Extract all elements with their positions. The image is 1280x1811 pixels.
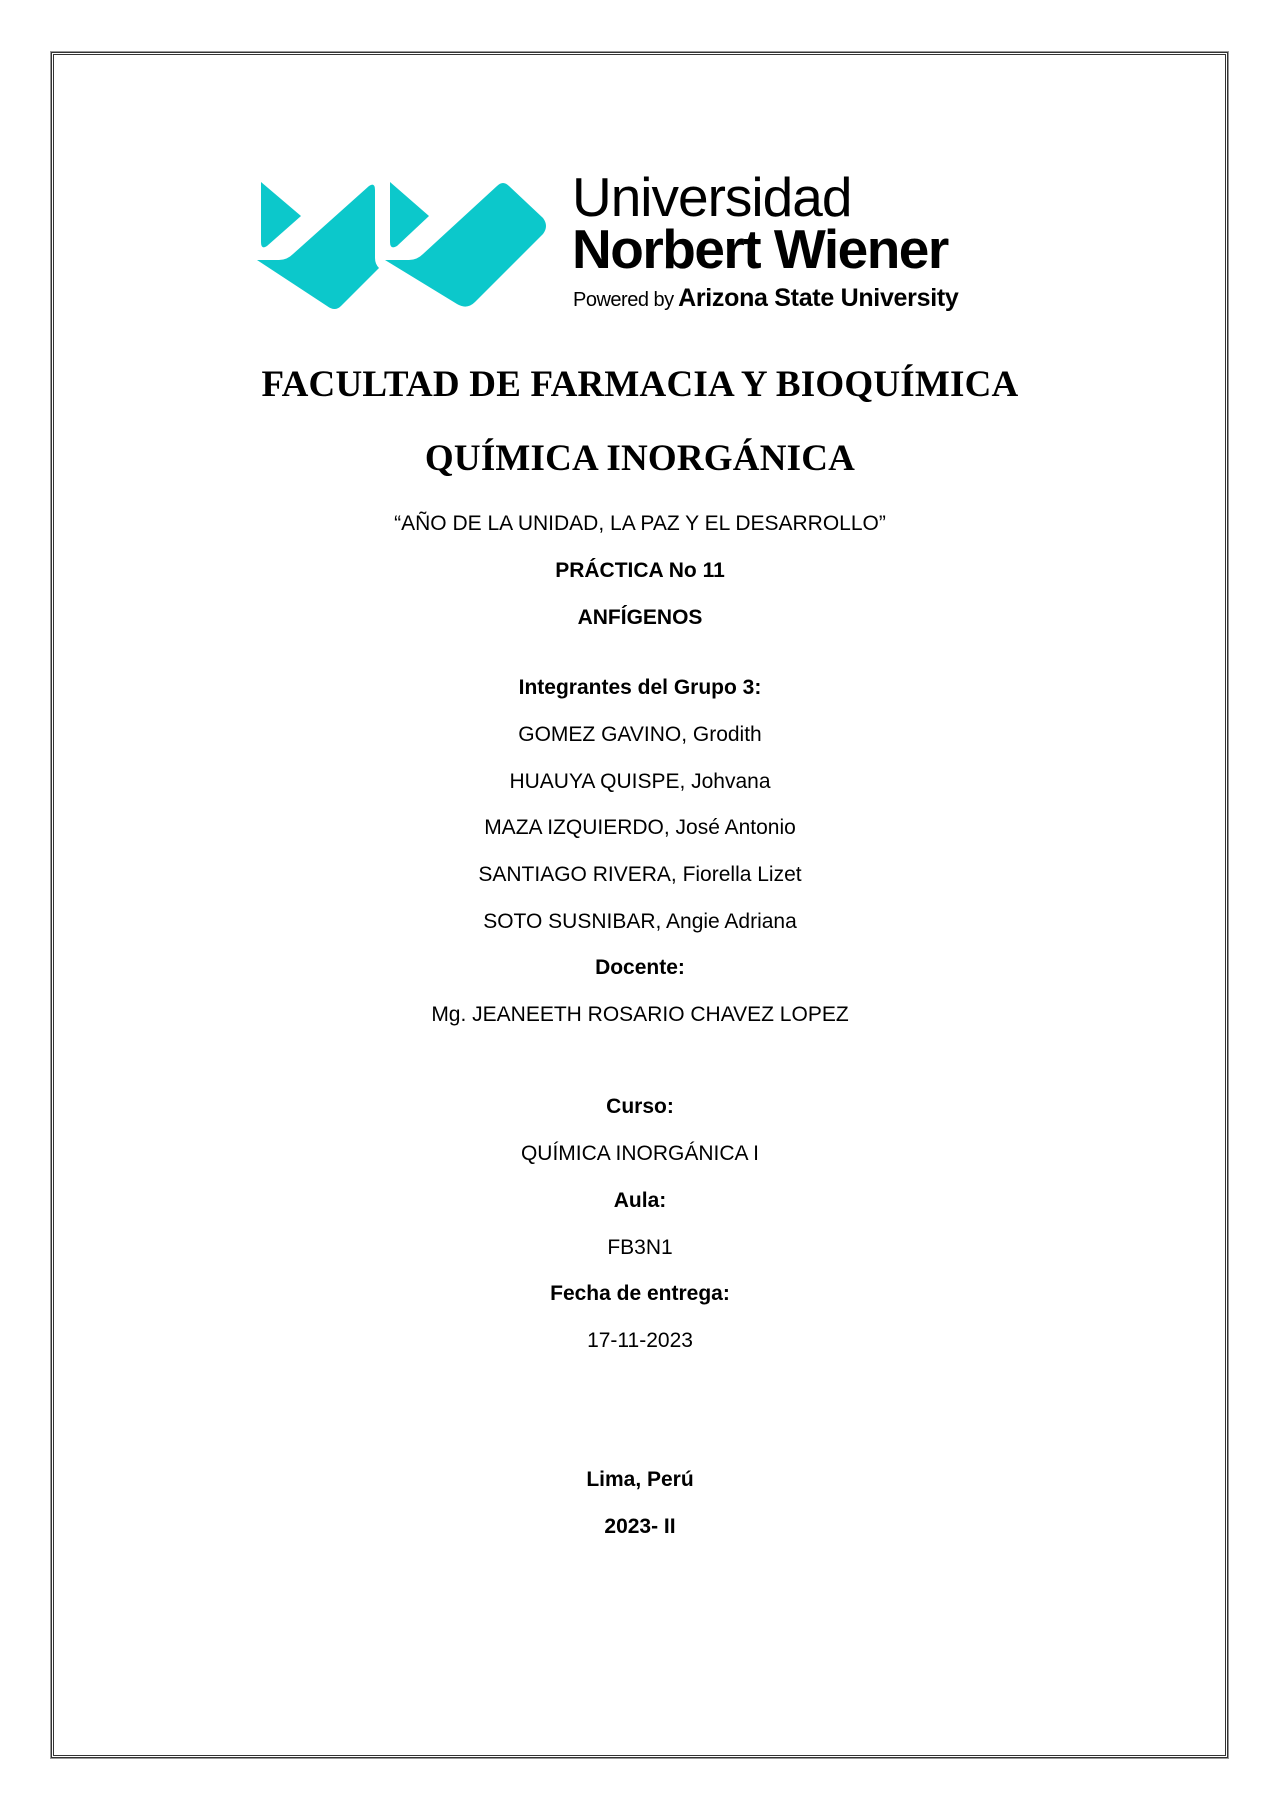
member-item: SANTIAGO RIVERA, Fiorella Lizet bbox=[478, 863, 802, 886]
member-item: HUAUYA QUISPE, Johvana bbox=[509, 770, 771, 793]
subject-title: QUÍMICA INORGÁNICA bbox=[424, 438, 856, 479]
member-item: SOTO SUSNIBAR, Angie Adriana bbox=[483, 910, 797, 933]
delivery-date-value: 17-11-2023 bbox=[587, 1329, 693, 1352]
course-label: Curso: bbox=[606, 1095, 674, 1118]
location: Lima, Perú bbox=[586, 1468, 694, 1491]
logo-line-universidad: Universidad bbox=[572, 166, 852, 228]
member-item: GOMEZ GAVINO, Grodith bbox=[518, 723, 762, 746]
university-logo bbox=[257, 166, 1037, 316]
teacher-name: Mg. JEANEETH ROSARIO CHAVEZ LOPEZ bbox=[431, 1003, 849, 1026]
group-label: Integrantes del Grupo 3: bbox=[518, 676, 762, 699]
practice-number: PRÁCTICA No 11 bbox=[555, 559, 725, 582]
practice-topic: ANFÍGENOS bbox=[577, 606, 703, 629]
delivery-date-label: Fecha de entrega: bbox=[550, 1282, 730, 1305]
powered-by-label: Powered by bbox=[573, 289, 674, 311]
member-item: MAZA IZQUIERDO, José Antonio bbox=[484, 816, 796, 839]
classroom-value: FB3N1 bbox=[607, 1236, 673, 1259]
partner-name: Arizona State University bbox=[678, 284, 959, 312]
faculty-title: FACULTAD DE FARMACIA Y BIOQUÍMICA bbox=[261, 364, 1019, 405]
teacher-label: Docente: bbox=[595, 956, 685, 979]
logo-powered-by bbox=[573, 286, 958, 311]
academic-term: 2023- II bbox=[604, 1515, 676, 1538]
norbert-wiener-logo-mark-icon bbox=[257, 178, 549, 312]
classroom-label: Aula: bbox=[613, 1189, 667, 1212]
year-motto: “AÑO DE LA UNIDAD, LA PAZ Y EL DESARROLLO” bbox=[394, 512, 886, 535]
course-value: QUÍMICA INORGÁNICA I bbox=[520, 1142, 760, 1165]
logo-line-norbert-wiener: Norbert Wiener bbox=[572, 218, 948, 280]
